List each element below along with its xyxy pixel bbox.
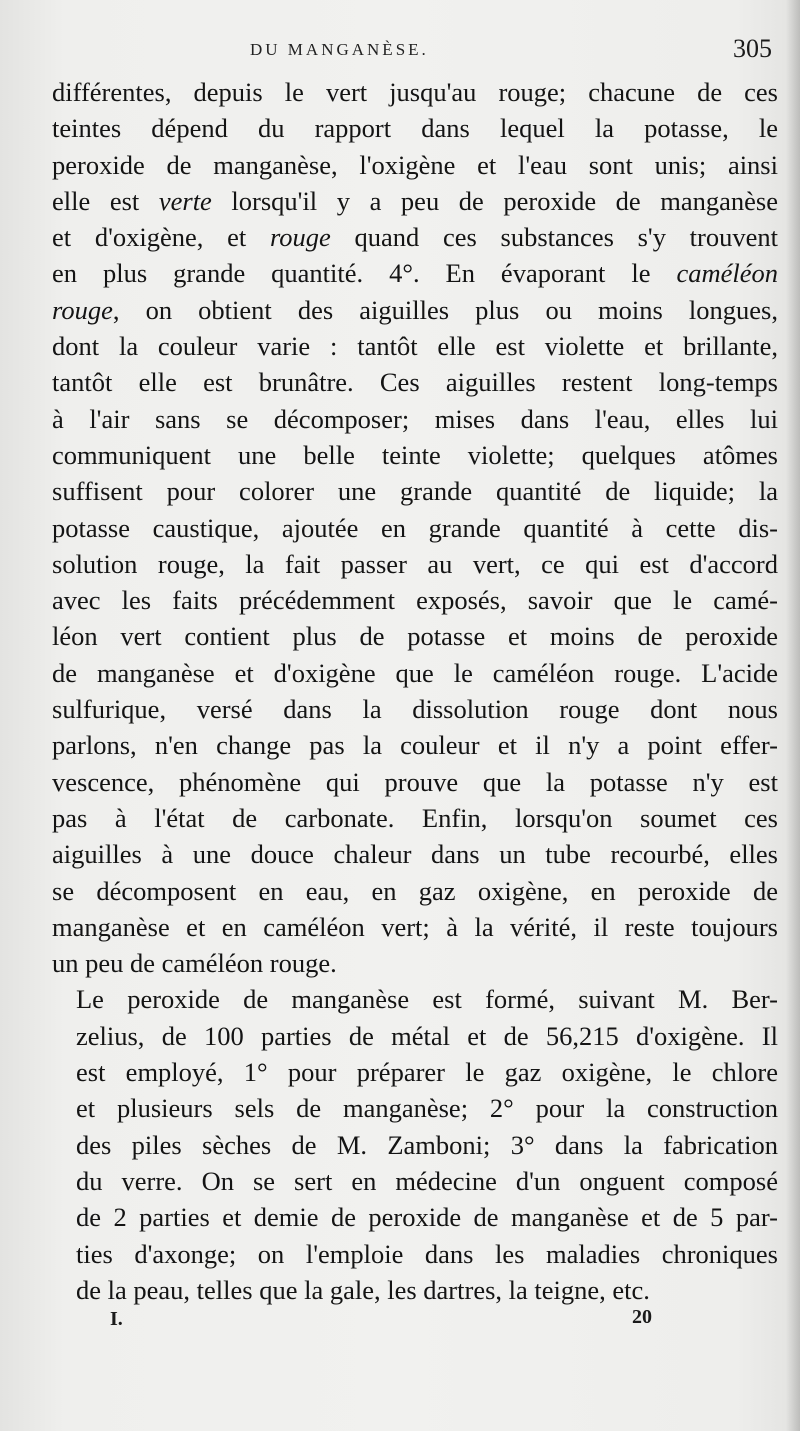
text-line: léon vert contient plus de potasse et moins de peroxide <box>52 621 778 652</box>
text-line: communiquent une belle teinte violette; quelques atômes <box>52 439 778 470</box>
italic-word: caméléon <box>676 258 778 289</box>
signature-mark: I. <box>110 1308 123 1330</box>
text-line <box>52 292 778 328</box>
text-line: à l'air sans se décomposer; mises dans l'eau, elles lui <box>52 403 778 434</box>
text-line: aiguilles à une douce chaleur dans un tube recourbé, elles <box>52 839 778 870</box>
text-segment: et d'oxigène, et <box>52 222 270 253</box>
text-line: tantôt elle est brunâtre. Ces aiguilles restent long-temps <box>52 367 778 398</box>
text-segment: elle est <box>52 185 159 216</box>
text-line: parlons, n'en change pas la couleur et il n'y a point effer- <box>52 730 778 761</box>
text-line: sulfurique, versé dans la dissolution rouge dont nous <box>52 694 778 725</box>
text-line: vescence, phénomène qui prouve que la potasse n'y est <box>52 766 778 797</box>
text-line: zelius, de 100 parties de métal et de 56,215 d'oxigène. Il <box>76 1020 778 1051</box>
italic-word: rouge <box>269 222 331 253</box>
page-edge-shadow <box>786 0 800 1431</box>
text-line: est employé, 1° pour préparer le gaz oxigène, le chlore <box>76 1057 778 1088</box>
text-segment: , on obtient des aiguilles plus ou moins longues, <box>112 294 778 325</box>
page-footer <box>0 1300 800 1340</box>
text-segment: quand ces substances s'y trouvent <box>330 222 778 253</box>
text-line: se décomposent en eau, en gaz oxigène, en peroxide de <box>52 875 778 906</box>
text-line <box>52 183 778 219</box>
page-header <box>0 34 800 74</box>
text-line: pas à l'état de carbonate. Enfin, lorsqu'on soumet ces <box>52 802 778 833</box>
text-line: de manganèse et d'oxigène que le caméléon rouge. L'acide <box>52 657 778 688</box>
text-line: de la peau, telles que la gale, les dartres, la teigne, etc. <box>76 1274 650 1305</box>
text-line: manganèse et en caméléon vert; à la vérité, il reste toujours <box>52 911 778 942</box>
italic-word: verte <box>158 185 212 216</box>
paragraph-2 <box>52 981 778 1308</box>
text-line: du verre. On se sert en médecine d'un onguent composé <box>76 1165 778 1196</box>
text-segment: lorsqu'il y a peu de peroxide de manganèse <box>211 185 778 216</box>
text-line <box>52 219 778 255</box>
text-line: ties d'axonge; on l'emploie dans les maladies chroniques <box>76 1238 778 1269</box>
paragraph-1 <box>52 74 778 981</box>
text-line: de 2 parties et demie de peroxide de manganèse et de 5 par- <box>76 1202 778 1233</box>
page-number: 305 <box>733 34 772 63</box>
text-line <box>52 255 778 291</box>
italic-word: rouge <box>52 294 113 325</box>
text-line: suffisent pour colorer une grande quantité de liquide; la <box>52 476 778 507</box>
text-line: avec les faits précédemment exposés, savoir que le camé- <box>52 585 778 616</box>
text-segment: en plus grande quantité. 4°. En évaporant le <box>52 258 677 289</box>
text-line: peroxide de manganèse, l'oxigène et l'eau sont unis; ainsi <box>52 149 778 180</box>
text-line: différentes, depuis le vert jusqu'au rouge; chacune de ces <box>52 77 778 107</box>
text-line: des piles sèches de M. Zamboni; 3° dans la fabrication <box>76 1129 778 1160</box>
text-line: dont la couleur varie : tantôt elle est violette et brillante, <box>52 331 778 362</box>
text-line: un peu de caméléon rouge. <box>52 948 337 979</box>
text-line: Le peroxide de manganèse est formé, suivant M. Ber- <box>76 984 778 1015</box>
text-line: et plusieurs sels de manganèse; 2° pour la construction <box>76 1093 778 1124</box>
body-text <box>52 74 778 1308</box>
sheet-number: 20 <box>632 1306 652 1328</box>
running-head: DU MANGANÈSE. <box>250 40 429 59</box>
text-line: teintes dépend du rapport dans lequel la potasse, le <box>52 113 778 144</box>
text-line: potasse caustique, ajoutée en grande quantité à cette dis- <box>52 512 778 543</box>
text-line: solution rouge, la fait passer au vert, ce qui est d'accord <box>52 548 778 579</box>
